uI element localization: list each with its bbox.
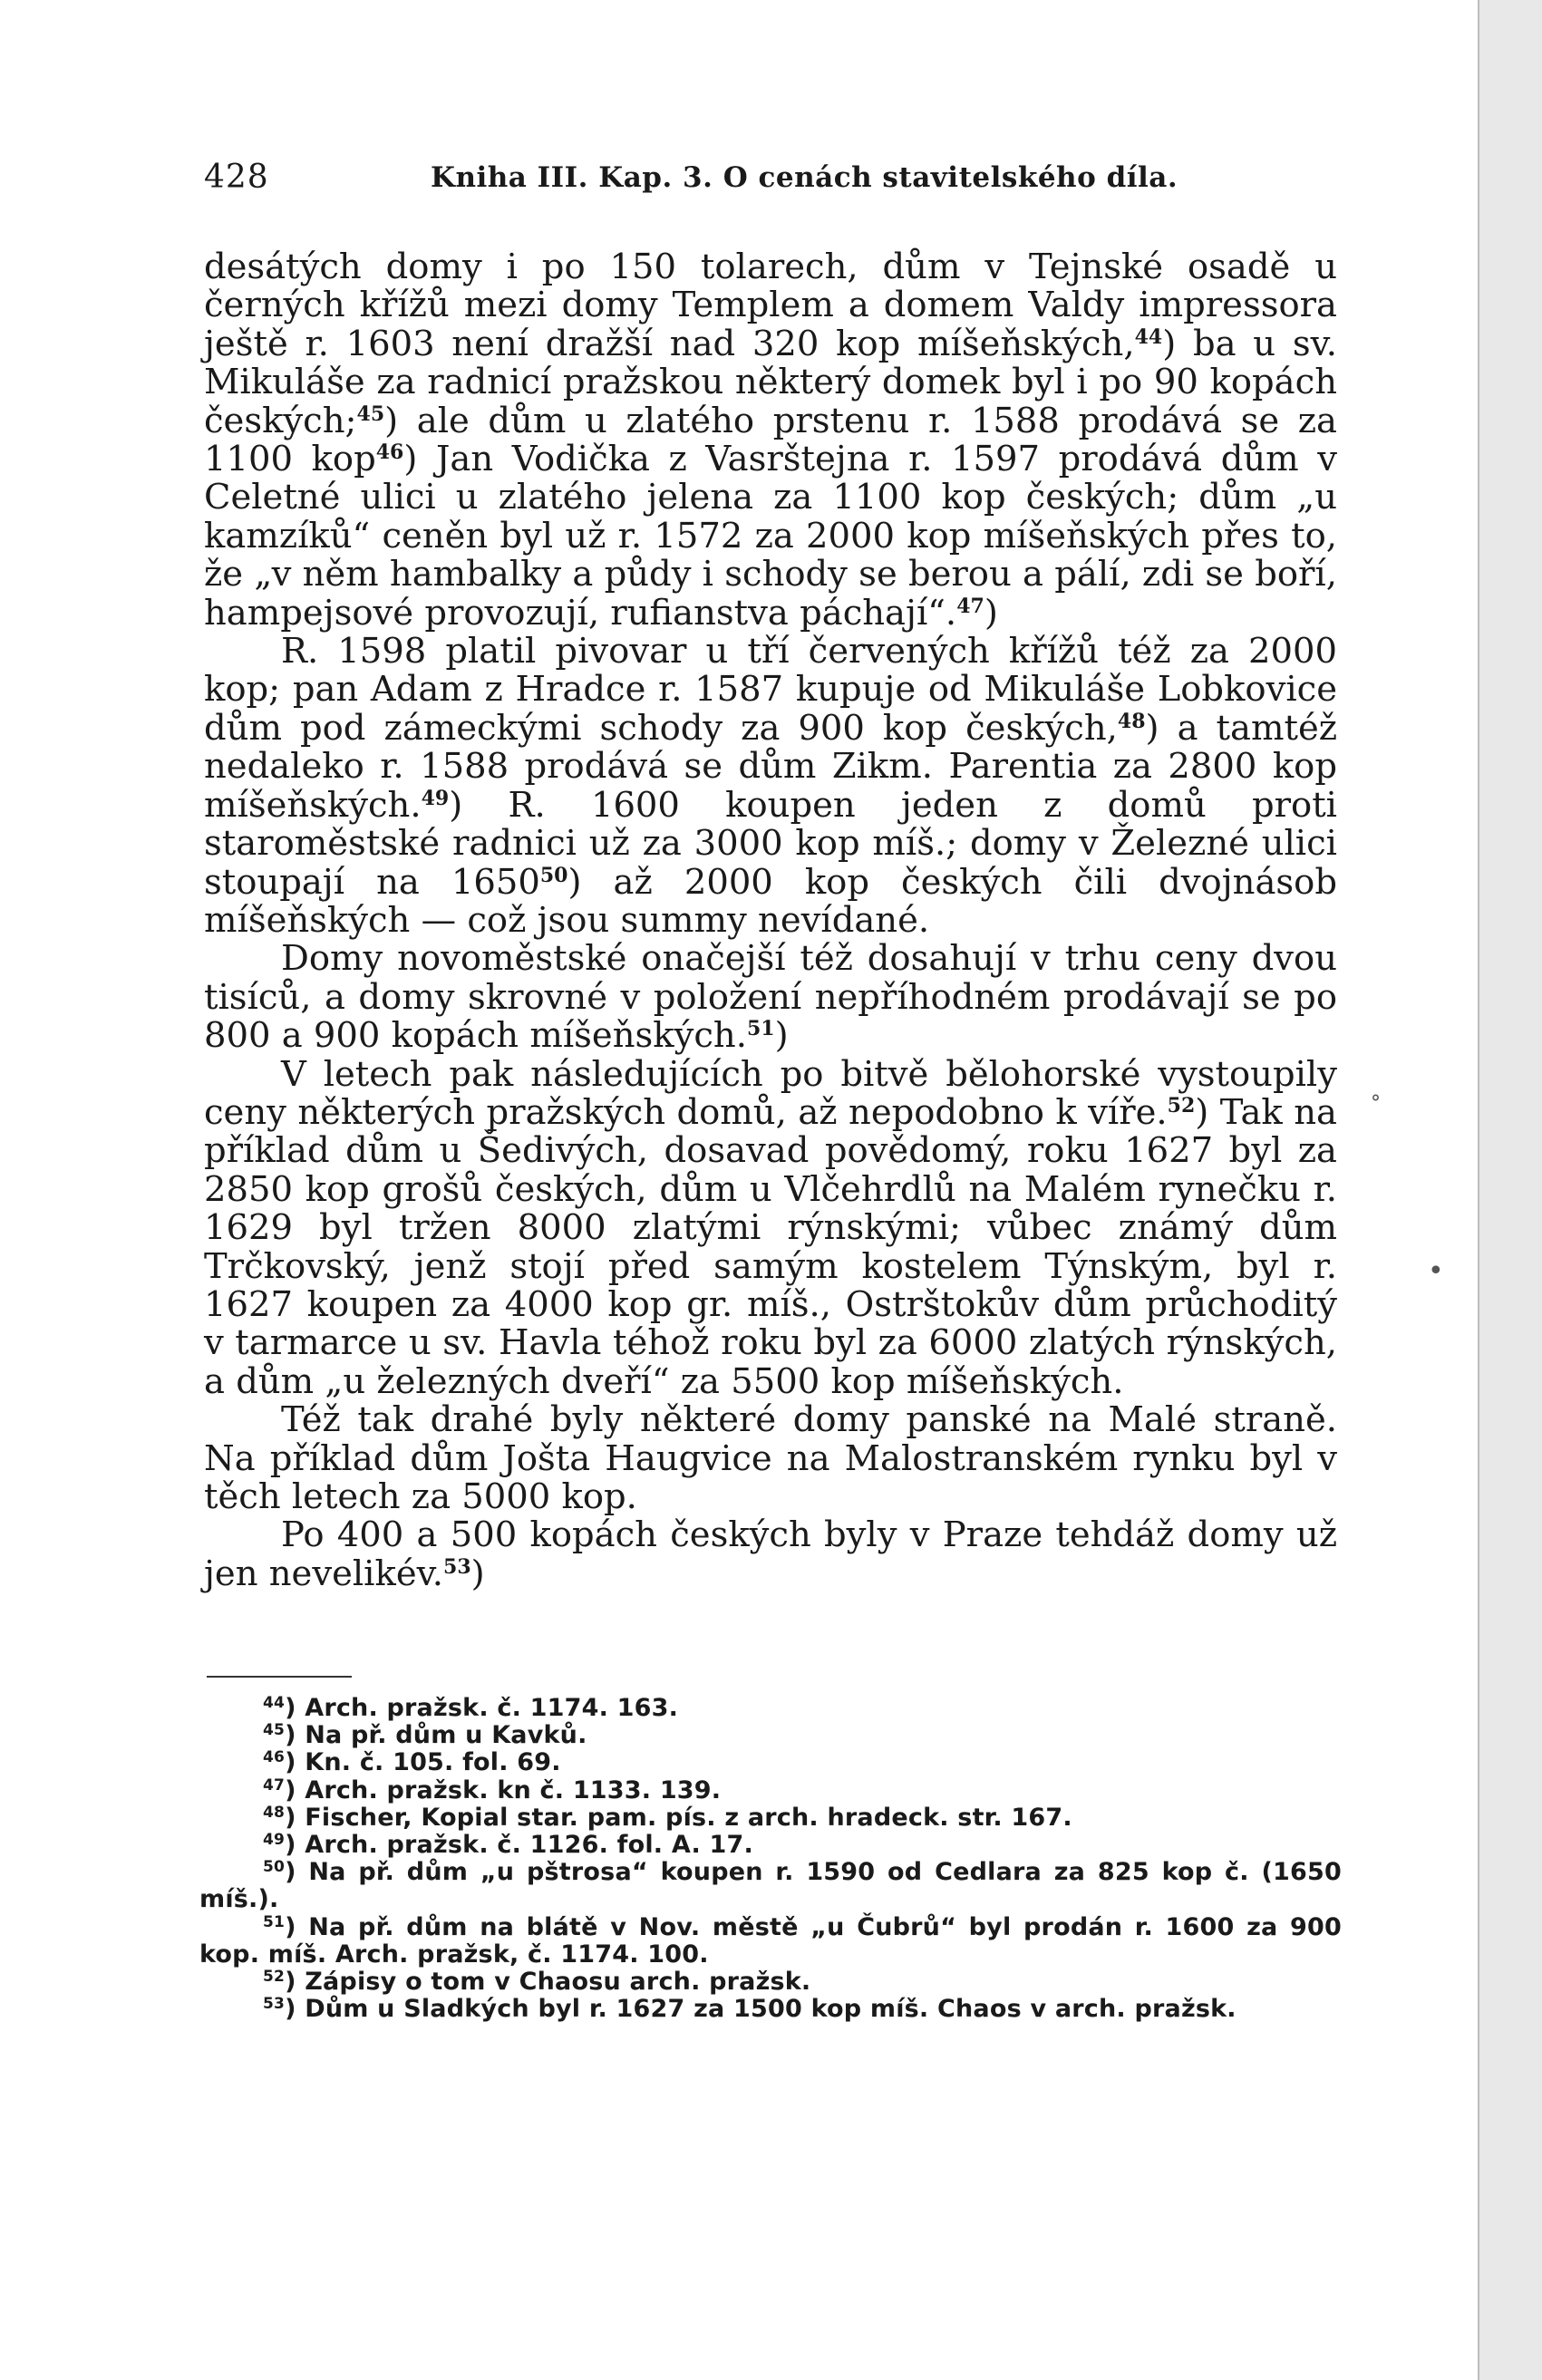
text-run: Po 400 a 500 kopách českých byly v Praze tehdáž domy už jen nevelikév. [204, 1514, 1337, 1594]
scan-speck: • [1428, 1255, 1444, 1287]
footnote-paren: ) [285, 1803, 296, 1832]
footnote-ref: 48 [1117, 709, 1146, 733]
footnote-paren: ) [285, 1831, 296, 1860]
footnote-ref: 45 [356, 402, 385, 426]
text-run: desátých domy i po 150 tolarech, dům v Tejnské osadě u černých křížů mezi domy Templem a domem Valdy impressora ještě r. 1603 není dražší nad 320 kop míšeňských, [204, 247, 1337, 364]
page-number: 428 [204, 159, 269, 196]
footnote-ref: 51 [746, 1017, 775, 1041]
text-run: až 2000 kop českých čili dvojnásob míšeňských — což jsou summy nevídané. [204, 861, 1337, 941]
footnote-paren: ) [285, 1775, 296, 1804]
footnote-ref: 50 [539, 863, 568, 887]
footnote [199, 1996, 1342, 2023]
footnote-ref: 52 [1167, 1093, 1196, 1117]
footnote-number: 45 [263, 1721, 286, 1740]
footnote-number: 44 [263, 1694, 286, 1712]
footnote-ref: 46 [375, 440, 404, 465]
footnote [199, 1722, 1342, 1749]
text-run: R. 1598 platil pivovar u tří červených křížů též za 2000 kop; pan Adam z Hradce r. 1587 kupuje od Mikuláše Lobkovice dům pod zámeckými schody za 900 kop českých, [204, 631, 1337, 749]
text-run: Tak na příklad dům u Šedivých, dosavad povědomý, roku 1627 byl za 2850 kop grošů českých, dům u Vlčehrdlů na Malém rynečku r. 1629 byl tržen 8000 zlatými rýnskými; vůbec známý dům Trčkovský, jenž stojí před samým kostelem Týnským, byl r. 1627 koupen za 4000 kop gr. míš., Ostrštokův dům průchoditý v tarmarce u sv. Havla téhož roku byl za 6000 zlatých rýnských, a dům „u železných dveří“ za 5500 kop míšeňských. [204, 1091, 1337, 1402]
paragraph: Domy novoměstské onačejší též dosahují v trhu ceny dvou tisíců, a domy skrovné v položení nepříhodném prodávají se po 800 a 900 kopách míšeňských.$^{51}$) [204, 938, 1337, 1057]
running-head: Kniha III. Kap. 3. O cenách stavitelského díla. [431, 161, 1178, 194]
footnote-paren: ) [285, 1721, 296, 1750]
footnote-ref: 47 [956, 594, 984, 618]
footnote [199, 1859, 1342, 1913]
footnote-text: Na př. dům u Kavků. [305, 1721, 587, 1750]
footnote-ref: 53 [443, 1554, 471, 1579]
footnote-ref: 49 [421, 786, 450, 810]
paragraph [204, 1401, 1337, 1516]
paragraph: Po 400 a 500 kopách českých byly v Praze tehdáž domy už jen nevelikév.$^{53}$) [204, 1514, 1337, 1594]
footnote-text: Na př. dům na blátě v Nov. městě „u Čubrů“ byl prodán r. 1600 za 900 kop. míš. Arch. pražsk, č. 1174. 100. [199, 1912, 1342, 1969]
footnote-number: 50 [263, 1858, 286, 1877]
footnote-ref: 44 [1134, 324, 1163, 349]
footnote-number: 51 [263, 1912, 286, 1931]
paragraph: desátých domy i po 150 tolarech, dům v Tejnské osadě u černých křížů mezi domy Templem a domem Valdy impressora ještě r. 1603 není dražší nad 320 kop míšeňských,$^{44}$) ba u sv. Mikuláše za radnicí pražskou některý domek byl i po 90 kopách českých;$^{45}$) ale dům u zlatého prstenu r. 1588 prodává se za 1100 kop$^{46}$) Jan Vodička z Vasrštejna r. 1597 prodává dům v Celetné ulici u zlatého jelena za 1100 kop českých; dům „u kamzíků“ ceněn byl už r. 1572 za 2000 kop míšeňských přes to, že „v něm hambalky a půdy i schody se berou a pálí, zdi se boří, hampejsové provozují, rufianstva páchají“.$^{47}$) [204, 247, 1337, 634]
page-edge [1478, 0, 1542, 2380]
text-run: Jan Vodička z Vasrštejna r. 1597 prodává dům v Celetné ulici u zlatého jelena za 1100 kop českých; dům „u kamzíků“ ceněn byl už r. 1572 za 2000 kop míšeňských přes to, že „v něm hambalky a půdy i schody se berou a pálí, zdi se boří, hampejsové provozují, rufianstva páchají“. [204, 439, 1337, 634]
text-run: Též tak drahé byly některé domy panské na Malé straně. Na příklad dům Jošta Haugvice na Malostranském rynku byl v těch letech za 5000 kop. [204, 1399, 1337, 1517]
footnote-paren: ) [285, 1694, 296, 1722]
text-run: V letech pak následujících po bitvě bělohorské vystoupily ceny některých pražských domů, až nepodobno k víře. [204, 1053, 1337, 1133]
footnote-paren: ) [285, 1858, 296, 1887]
footnote-number: 47 [263, 1775, 286, 1795]
text-run: ale dům u zlatého prstenu r. 1588 prodává se za 1100 kop [204, 400, 1337, 480]
footnote [199, 1695, 1342, 1722]
footnote-number: 52 [263, 1968, 286, 1987]
footnote [199, 1749, 1342, 1776]
text-run: ba u sv. Mikuláše za radnicí pražskou některý domek byl i po 90 kopách českých; [204, 323, 1337, 441]
footnote-text: Na př. dům „u pštrosa“ koupen r. 1590 od Cedlara za 825 kop č. (1650 míš.). [199, 1858, 1342, 1914]
footnote-text: Arch. pražsk. č. 1174. 163. [305, 1694, 679, 1722]
footnote [199, 1969, 1342, 1996]
footnote-text: Zápisy o tom v Chaosu arch. pražsk. [305, 1968, 811, 1997]
footnotes [199, 1695, 1342, 2023]
footnote-text: Arch. pražsk. kn č. 1133. 139. [305, 1775, 722, 1804]
footnote [199, 1777, 1342, 1804]
footnote-number: 48 [263, 1803, 286, 1822]
body-text [204, 248, 1337, 1593]
text-run: R. 1600 koupen jeden z domů proti staroměstské radnici už za 3000 kop míš.; domy v Železné ulici stoupají na 1650 [204, 784, 1337, 903]
footnote-paren: ) [285, 1995, 296, 2024]
footnote-number: 46 [263, 1748, 286, 1767]
footnote-text: Arch. pražsk. č. 1126. fol. A. 17. [305, 1831, 753, 1860]
footnote-text: Fischer, Kopial star. pam. pís. z arch. hradeck. str. 167. [305, 1803, 1072, 1832]
footnote-text: Kn. č. 105. fol. 69. [305, 1748, 561, 1777]
footnote-paren: ) [285, 1912, 296, 1941]
footnote [199, 1832, 1342, 1859]
footnote-number: 53 [263, 1995, 286, 2014]
footnote-number: 49 [263, 1831, 286, 1850]
scan-speck: ° [1371, 1092, 1381, 1115]
paragraph: V letech pak následujících po bitvě bělohorské vystoupily ceny některých pražských domů, až nepodobno k víře.$^{52}$) Tak na příklad dům u Šedivých, dosavad povědomý, roku 1627 byl za 2850 kop grošů českých, dům u Vlčehrdlů na Malém rynečku r. 1629 byl tržen 8000 zlatými rýnskými; vůbec známý dům Trčkovský, jenž stojí před samým kostelem Týnským, byl r. 1627 koupen za 4000 kop gr. míš., Ostrštokův dům průchoditý v tarmarce u sv. Havla téhož roku byl za 6000 zlatých rýnských, a dům „u železných dveří“ za 5500 kop míšeňských. [204, 1053, 1337, 1402]
footnote [199, 1804, 1342, 1832]
footnote-paren: ) [285, 1968, 296, 1997]
footnote [199, 1914, 1342, 1969]
text-run: a tamtéž nedaleko r. 1588 prodává se dům Zikm. Parentia za 2800 kop míšeňských. [204, 707, 1338, 826]
paragraph: R. 1598 platil pivovar u tří červených křížů též za 2000 kop; pan Adam z Hradce r. 1587 kupuje od Mikuláše Lobkovice dům pod zámeckými schody za 900 kop českých,$^{48}$) a tamtéž nedaleko r. 1588 prodává se dům Zikm. Parentia za 2800 kop míšeňských.$^{49}$) R. 1600 koupen jeden z domů proti staroměstské radnici už za 3000 kop míš.; domy v Železné ulici stoupají na 1650$^{50}$) až 2000 kop českých čili dvojnásob míšeňských — což jsou summy nevídané. [204, 631, 1338, 941]
footnote-divider [207, 1676, 352, 1678]
footnote-text: Dům u Sladkých byl r. 1627 za 1500 kop míš. Chaos v arch. pražsk. [305, 1995, 1237, 2024]
text-run: Domy novoměstské onačejší též dosahují v trhu ceny dvou tisíců, a domy skrovné v položení nepříhodném prodávají se po 800 a 900 kopách míšeňských. [204, 938, 1337, 1057]
footnote-paren: ) [285, 1748, 296, 1777]
